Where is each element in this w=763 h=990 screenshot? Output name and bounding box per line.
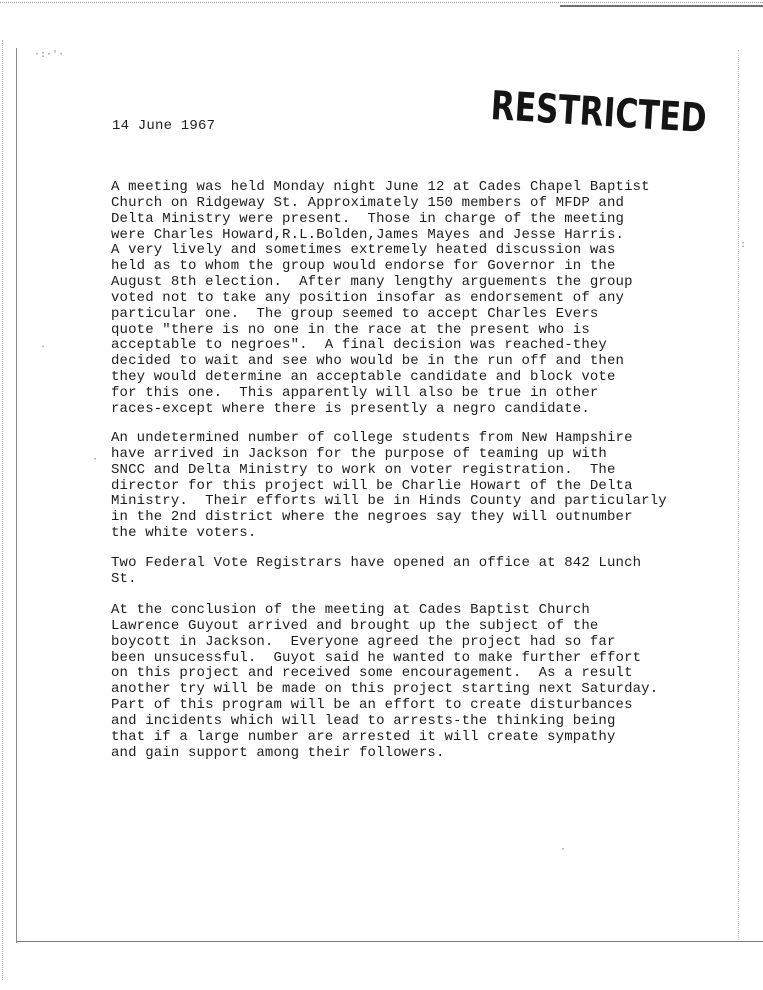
text-line: August 8th election. After many lengthy arguements the group (111, 274, 633, 291)
text-line: been unsucessful. Guyot said he wanted to make further effort (111, 649, 642, 666)
scan-border-left (16, 48, 17, 943)
scan-border-left-outer (2, 40, 3, 980)
paragraph-meeting-report (111, 180, 650, 418)
text-line: that if a large number are arrested it will create sympathy (111, 728, 616, 745)
paragraph-boycott (111, 603, 658, 761)
text-line: another try will be made on this project starting next Saturday. (111, 681, 659, 698)
text-line: acceptable to negroes". A final decision was reached-they (111, 337, 607, 354)
text-line: An undetermined number of college students from New Hampshire (111, 430, 633, 446)
scan-border-top (0, 2, 763, 3)
text-line: for this one. This apparently will also be true in other (111, 384, 599, 401)
text-line: have arrived in Jackson for the purpose of teaming up with (111, 445, 607, 462)
text-line: At the conclusion of the meeting at Cades Baptist Church (111, 602, 590, 618)
text-line: and incidents which will lead to arrests-the thinking being (111, 712, 616, 729)
restricted-stamp (488, 83, 708, 159)
text-line: director for this project will be Charlie Howart of the Delta (111, 477, 633, 494)
text-line: boycott in Jackson. Everyone agreed the project had so far (111, 633, 616, 650)
text-line: SNCC and Delta Ministry to work on voter registration. The (111, 461, 616, 478)
text-line: Ministry. Their efforts will be in Hinds County and particularly (111, 493, 667, 510)
text-line: quote "there is no one in the race at the present who is (111, 321, 590, 338)
paragraph-students (111, 431, 667, 542)
text-line: voted not to take any position insofar as endorsement of any (111, 289, 625, 306)
text-line: held as to whom the group would endorse for Governor in the (111, 258, 616, 275)
text-line: and gain support among their followers. (111, 744, 445, 761)
scan-speck: : (740, 239, 747, 250)
text-line: they would determine an acceptable candidate and block vote (111, 369, 616, 386)
text-line: Part of this program will be an effort to create disturbances (111, 697, 633, 714)
scan-border-right (738, 50, 739, 940)
scan-speck: · (92, 454, 99, 465)
scan-speck: · (560, 844, 567, 855)
text-line: Two Federal Vote Registrars have opened an office at 842 Lunch (111, 555, 642, 571)
text-line: were Charles Howard,R.L.Bolden,James Mayes and Jesse Harris. (111, 226, 625, 243)
text-line: St. (111, 570, 137, 587)
scan-border-bottom (16, 941, 763, 942)
text-line: A very lively and sometimes extremely heated discussion was (111, 242, 616, 259)
text-line: Church on Ridgeway St. Approximately 150 members of MFDP and (111, 194, 625, 211)
text-line: the white voters. (111, 525, 257, 542)
text-line: in the 2nd district where the negroes say they will outnumber (111, 509, 633, 526)
text-line: particular one. The group seemed to accept Charles Evers (111, 305, 599, 322)
text-line: races-except where there is presently a negro candidate. (111, 400, 590, 417)
text-line: Delta Ministry were present. Those in charge of the meeting (111, 210, 625, 227)
text-line: A meeting was held Monday night June 12 at Cades Chapel Baptist (111, 179, 650, 195)
scan-border-top-right (560, 5, 763, 7)
document-date: 14 June 1967 (112, 118, 216, 134)
scan-speck: ·:·'· (34, 49, 65, 60)
text-line: decided to wait and see who would be in the run off and then (111, 353, 625, 370)
text-line: Lawrence Guyout arrived and brought up the subject of the (111, 617, 599, 634)
paragraph-registrars (111, 556, 641, 588)
scan-speck: . (40, 339, 47, 350)
restricted-stamp-text: RESTRICTED (489, 83, 708, 143)
text-line: on this project and received some encouragement. As a result (111, 665, 633, 682)
